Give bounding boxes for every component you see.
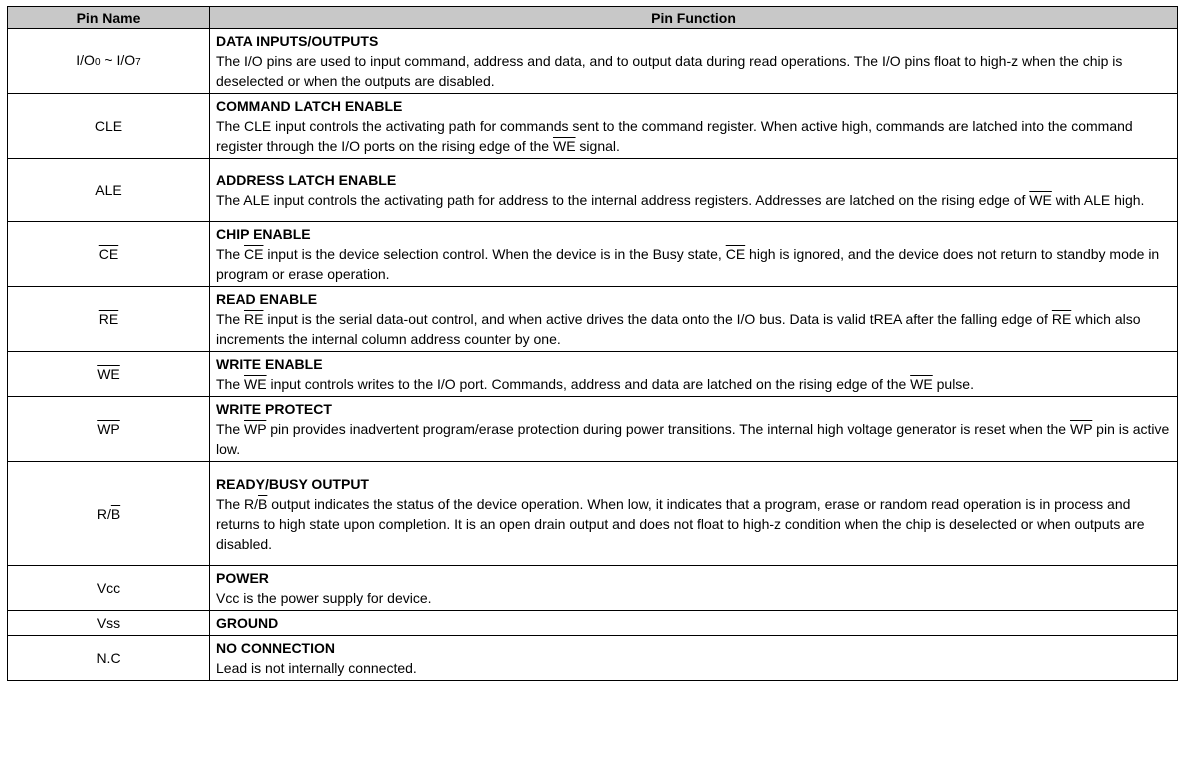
table-row [8,94,1178,159]
pin-name-vcc: Vcc [8,566,210,611]
function-title: NO CONNECTION [216,640,335,656]
pin-name-nc: N.C [8,636,210,681]
table-row [8,222,1178,287]
table-row [8,397,1178,462]
table-row [8,159,1178,222]
table-row [8,29,1178,94]
pin-function-cle [210,94,1178,159]
pin-name-rb: $R/\overline{B}$ [8,462,210,566]
pin-function-rb [210,462,1178,566]
pin-function-vss [210,611,1178,636]
function-title: CHIP ENABLE [216,226,311,242]
pin-function-we [210,352,1178,397]
function-title: READ ENABLE [216,291,318,307]
function-title: WRITE ENABLE [216,356,323,372]
header-pin-name: Pin Name [8,7,210,29]
function-description: Vcc is the power supply for device. [216,590,432,606]
pin-name-re: $\overline{RE}$ [8,287,210,352]
function-title: READY/BUSY OUTPUT [216,475,369,492]
function-title: ADDRESS LATCH ENABLE [216,172,397,188]
pin-function-wp [210,397,1178,462]
table-row [8,462,1178,566]
pin-function-vcc [210,566,1178,611]
function-description: The $R/\overline{B}$ output indicates the status of the device operation. When low, it indicates that a program, erase or random read operation is in process and returns to high state upon completion. It is an open drain output and does not float to high-z condition when the chip is deselected or when outputs are disabled. [216,495,1145,552]
table-row [8,287,1178,352]
table-row [8,352,1178,397]
pin-name-ce: $\overline{CE}$ [8,222,210,287]
pin-name-wp: $\overline{WP}$ [8,397,210,462]
function-title: COMMAND LATCH ENABLE [216,98,403,114]
function-title: GROUND [216,615,279,631]
pin-function-ce [210,222,1178,287]
function-description: The $\overline{WE}$ input controls writes to the I/O port. Commands, address and data are latched on the rising edge of the $\overline{WE}$ pulse. [216,376,974,392]
pin-name-io: I/O0 ~ I/O7 [8,29,210,94]
table-row [8,636,1178,681]
function-title: DATA INPUTS/OUTPUTS [216,33,379,49]
table-row [8,611,1178,636]
function-description: The I/O pins are used to input command, address and data, and to output data during read operations. The I/O pins float to high-z when the chip is deselected or when the outputs are disabled. [216,53,1123,89]
pin-name-ale: ALE [8,159,210,222]
function-description: The $\overline{CE}$ input is the device selection control. When the device is in the Busy state, $\overline{CE}$ high is ignored, and the device does not return to standby mode in program or erase operation. [216,246,1160,282]
pin-description-table [7,6,1178,681]
pin-function-nc [210,636,1178,681]
function-description: The $\overline{RE}$ input is the serial data-out control, and when active drives the data onto the I/O bus. Data is valid tREA after the falling edge of $\overline{RE}$ which also increments the internal column address counter by one. [216,311,1141,347]
function-description: The ALE input controls the activating path for address to the internal address registers. Addresses are latched on the rising edge of $\overline{WE}$ with ALE high. [216,192,1145,208]
pin-function-ale [210,159,1178,222]
function-title: WRITE PROTECT [216,401,332,417]
pin-function-io [210,29,1178,94]
function-description: The CLE input controls the activating path for commands sent to the command register. When active high, commands are latched into the command register through the I/O ports on the rising edge of the $\overline{WE}$ signal. [216,118,1133,154]
header-pin-function: Pin Function [210,7,1178,29]
pin-name-cle: CLE [8,94,210,159]
pin-function-re [210,287,1178,352]
table-row [8,566,1178,611]
table-header-row [8,7,1178,29]
function-title: POWER [216,570,269,586]
pin-name-vss: Vss [8,611,210,636]
pin-name-we: $\overline{WE}$ [8,352,210,397]
function-description: Lead is not internally connected. [216,660,417,676]
function-description: The $\overline{WP}$ pin provides inadvertent program/erase protection during power transitions. The internal high voltage generator is reset when the $\overline{WP}$ pin is active low. [216,421,1170,457]
